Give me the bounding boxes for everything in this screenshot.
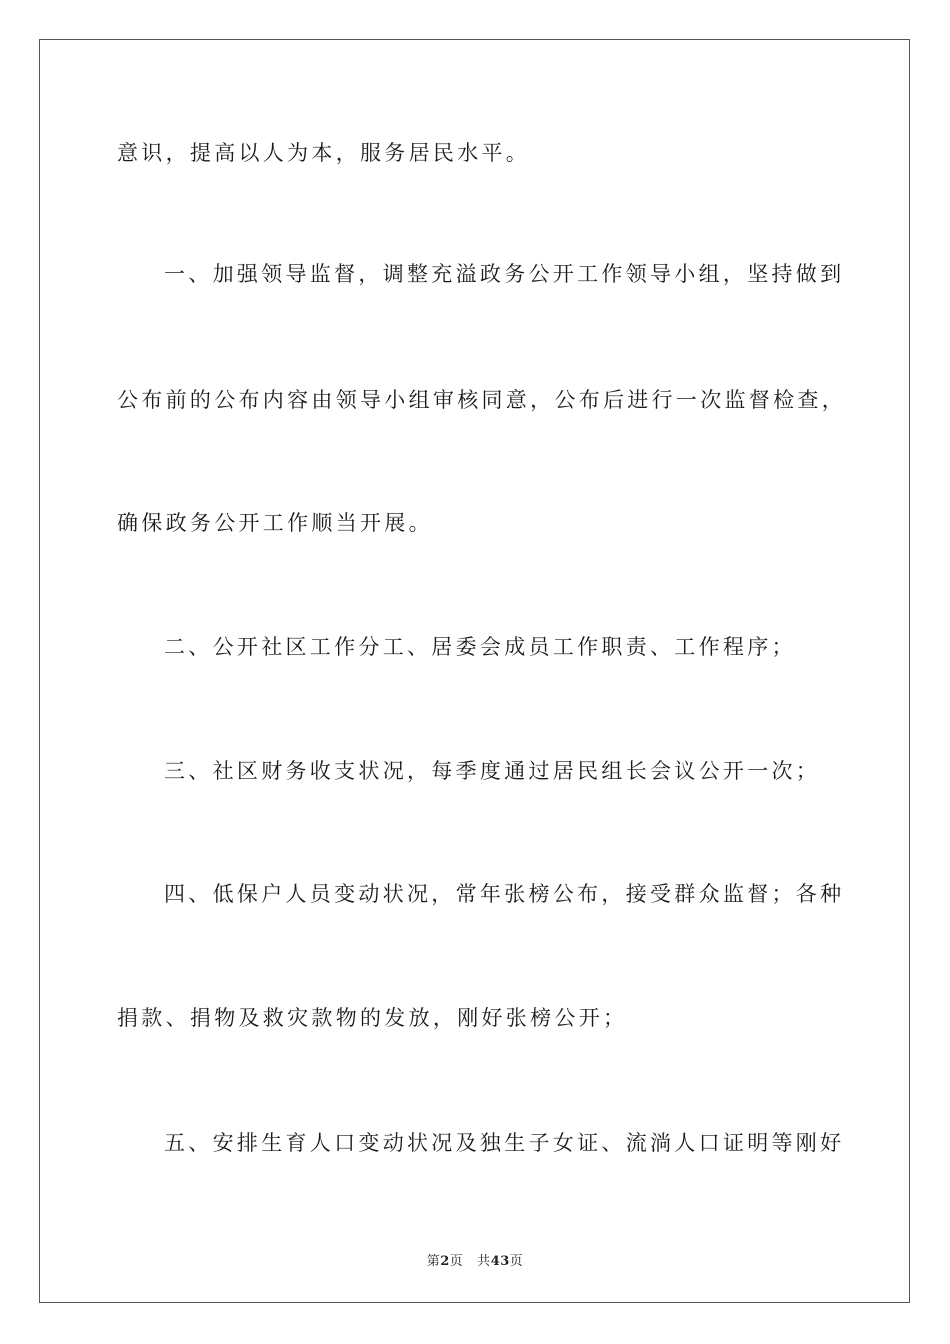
text-line-6: 三、社区财务收支状况，每季度通过居民组长会议公开一次；: [164, 759, 821, 783]
text-line-7: 四、低保户人员变动状况，常年张榜公布，接受群众监督；各种: [164, 882, 845, 906]
page-footer: [0, 1250, 950, 1269]
footer-page-prefix: 第: [426, 1254, 441, 1269]
text-line-4: 确保政务公开工作顺当开展。: [117, 511, 433, 535]
footer-total-prefix: 共: [477, 1254, 491, 1269]
footer-total-pages: 43: [490, 1254, 510, 1269]
footer-page-number: 2: [440, 1254, 450, 1269]
text-line-5: 二、公开社区工作分工、居委会成员工作职责、工作程序；: [164, 635, 796, 659]
text-line-2: 一、加强领导监督，调整充溢政务公开工作领导小组，坚持做到: [164, 262, 845, 286]
text-line-3: 公布前的公布内容由领导小组审核同意，公布后进行一次监督检查，: [117, 388, 846, 412]
page-border: [39, 39, 910, 1303]
text-line-1: 意识，提高以人为本，服务居民水平。: [117, 141, 531, 165]
text-line-8: 捐款、捐物及救灾款物的发放，刚好张榜公开；: [117, 1006, 628, 1030]
footer-page-suffix: 页: [449, 1254, 464, 1269]
footer-total-suffix: 页: [509, 1254, 524, 1269]
text-line-9: 五、安排生育人口变动状况及独生子女证、流淌人口证明等刚好: [164, 1131, 845, 1155]
